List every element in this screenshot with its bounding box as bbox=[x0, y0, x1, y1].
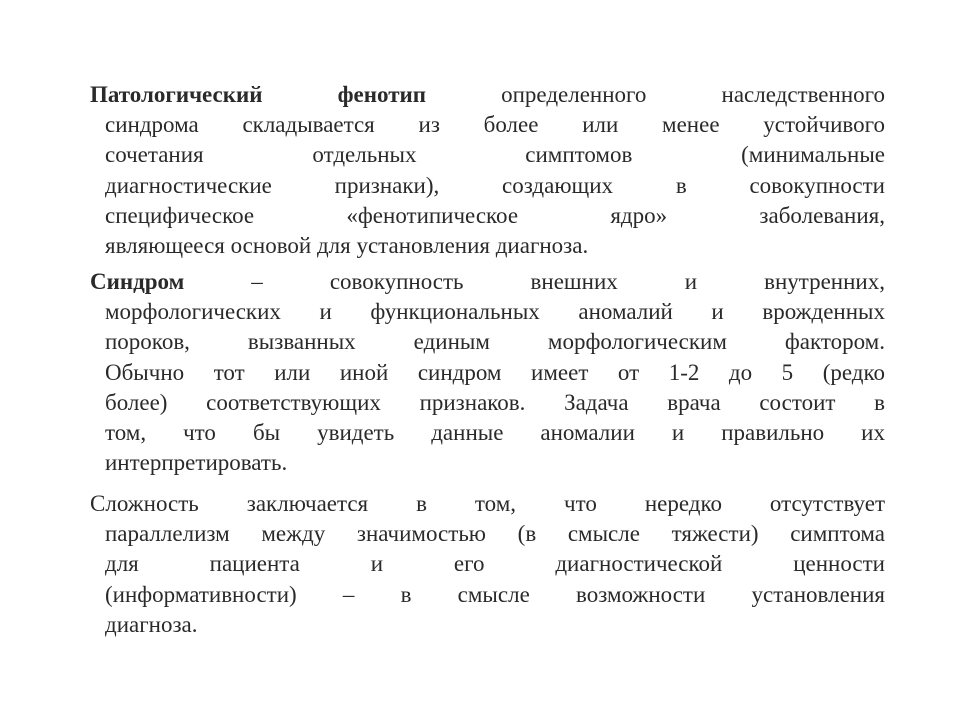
text-line: диагностические признаки), создающих в совокупности bbox=[105, 172, 885, 198]
text-line: морфологических и функциональных аномалий и врожденных bbox=[105, 299, 885, 325]
text-line: интерпретировать. bbox=[105, 450, 288, 476]
text-line: (информативности) – в смысле возможности установления bbox=[105, 581, 885, 607]
text-line bbox=[90, 80, 885, 110]
paragraph-syndrome bbox=[90, 267, 885, 478]
text-line: том, что бы увидеть данные аномалии и правильно их bbox=[105, 420, 885, 446]
text-line: диагноза. bbox=[105, 611, 198, 637]
text-line: синдрома складывается из более или менее устойчивого bbox=[105, 112, 885, 138]
text-line: параллелизм между значимостью (в смысле тяжести) симптома bbox=[105, 521, 885, 547]
text-line: для пациента и его диагностической ценности bbox=[105, 551, 885, 577]
text-line: более) соответствующих признаков. Задача врача состоит в bbox=[105, 389, 885, 415]
paragraph-complexity bbox=[90, 489, 885, 640]
text-line: специфическое «фенотипическое ядро» заболевания, bbox=[105, 202, 885, 228]
term-pathological-phenotype: Патологический фенотип bbox=[90, 82, 426, 107]
text-line: являющееся основой для установления диагноза. bbox=[105, 233, 589, 259]
text-line: сочетания отдельных симптомов (минимальные bbox=[105, 142, 885, 168]
text-line: пороков, вызванных единым морфологическим фактором. bbox=[105, 329, 885, 355]
line-text: определенного наследственного bbox=[426, 82, 885, 107]
text-line bbox=[90, 267, 885, 297]
text-line: Сложность заключается в том, что нередко отсутствует bbox=[90, 491, 885, 516]
line-text: – совокупность внешних и внутренних, bbox=[184, 269, 885, 294]
term-syndrome: Синдром bbox=[90, 269, 185, 294]
text-line: Обычно тот или иной синдром имеет от 1-2 до 5 (редко bbox=[105, 359, 885, 385]
paragraph-pathological-phenotype bbox=[90, 80, 885, 261]
